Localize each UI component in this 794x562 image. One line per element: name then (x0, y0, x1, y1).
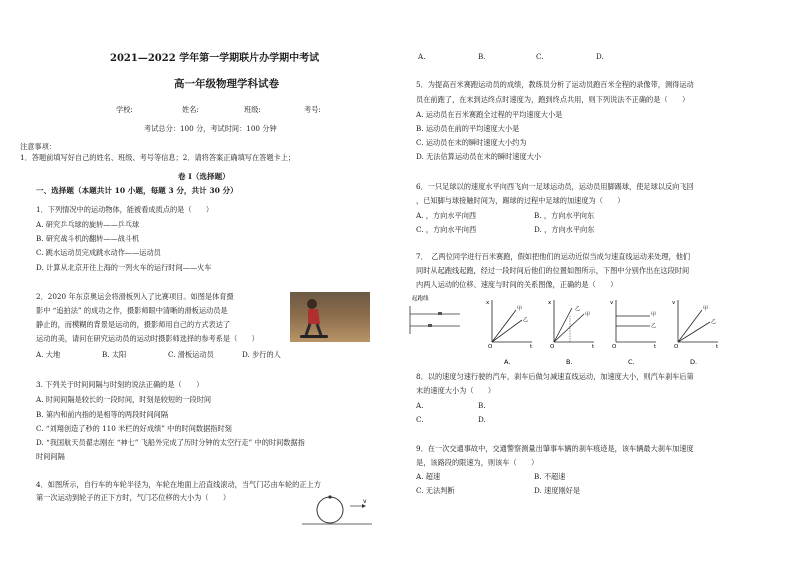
q2-option-c: C. 滑板运动员 (168, 350, 214, 359)
q9-line-1: 9．在一次交通事故中，交通警察测量出肇事车辆的刹车痕迹是，该车辆最大刹车加速度 (416, 444, 694, 453)
field-number: 考号: (304, 105, 321, 114)
q3-option-c: C. “刘翔创造了秒的 110 米栏的好成绩” 中的时间数据指时刻 (36, 424, 232, 433)
q4-option-c: C. (536, 52, 544, 61)
q7c-v-label: v (610, 300, 614, 306)
q7a-jia: 甲 (517, 306, 523, 312)
part1-title: 卷 I（选择题） (178, 172, 230, 181)
exam-info: 考试总分：100 分，考试时间：100 分钟 (144, 124, 277, 133)
q7b-yi: 乙 (575, 306, 581, 312)
q9-option-c: C. 无法判断 (416, 486, 455, 495)
q7c-yi: 乙 (651, 323, 657, 329)
q1-stem: 1．下列情况中的运动物体，能被看成质点的是（ ） (36, 205, 214, 214)
q7b-jia: 甲 (585, 312, 591, 318)
wheel-figure (300, 494, 378, 530)
notes-title: 注意事项： (20, 142, 56, 151)
exam-subtitle: 高一年级物理学科试卷 (174, 78, 279, 90)
q4-line-2: 第一次运动到轮子的正下方时，气门芯位移的大小为（ ） (36, 493, 231, 502)
q7-graph-a-label: A. (504, 358, 511, 366)
q5-option-c: C. 运动员在末的瞬时速度大小约为 (416, 138, 527, 147)
q6-line-2: ，已知脚与球接触时间为，踢球的过程中足球的加速度为（ ） (416, 196, 625, 205)
q3-option-d: D. “我国航天员翟志刚在 “神七” 飞船外完成了历时分钟的太空行走” 中的时间数据指 (36, 438, 305, 447)
q8-option-b: B. (478, 401, 486, 410)
q7b-t-label: t (592, 344, 595, 350)
q7-graph-b-label: B. (566, 358, 573, 366)
notes-text: 1．答题前填写好自己的姓名、班级、考号等信息；2．请将答案正确填写在答题卡上； (20, 153, 296, 162)
q6-line-1: 6．一只足球以的速度水平向西飞向一足球运动员，运动员用脚踢球，使足球以反向飞回 (416, 182, 694, 191)
field-school: 学校: (116, 105, 133, 114)
q2-line-2: 影中 “追拍法” 的成功之作，摄影师眼中清晰的滑板运动员是 (36, 306, 228, 315)
q7a-yi: 乙 (523, 317, 529, 323)
q1-option-a: A. 研究乒乓球的旋转——乒乓球 (36, 220, 140, 229)
section-title: 一、选择题（本题共计 10 小题，每题 3 分，共计 30 分） (36, 186, 238, 195)
q3-option-b: B. 第内和前内指的是相等的两段时间间隔 (36, 410, 169, 419)
q7-graph-c-label: C. (628, 358, 635, 366)
q2-line-1: 2．2020 年东京奥运会将滑板列入了比赛项目。如图是体育摄 (36, 292, 234, 301)
q7-line-1: 7． 乙两位同学进行百米赛跑，假如把他们的运动近似当成匀速直线运动来处理，他们 (416, 252, 691, 261)
q8-line-1: 8．以的速度匀速行驶的汽车，刹车后做匀减速直线运动，加速度大小，则汽车刹车后第 (416, 372, 694, 381)
field-name: 姓名: (182, 105, 199, 114)
q4-option-d: D. (596, 52, 604, 61)
exam-title: 2021—2022 学年第一学期联片办学期中考试 (110, 53, 320, 64)
q7-graph-d-label: D. (690, 358, 698, 366)
q6-option-a: A. ，方向水平向西 (416, 211, 477, 220)
q7a-t-label: t (530, 344, 533, 350)
q1-option-b: B. 研究战斗机的翻转——战斗机 (36, 234, 140, 243)
q8-option-d: D. (478, 415, 486, 424)
q6-option-c: C. ，方向水平向西 (416, 225, 477, 234)
wheel-velocity-label: v (363, 498, 367, 505)
q5-option-d: D. 无法估算运动员在末的瞬时速度大小 (416, 152, 542, 161)
q7b-origin: O (550, 344, 555, 350)
q7d-origin: O (674, 344, 679, 350)
q6-option-d: D. ，方向水平向东 (534, 225, 595, 234)
q7a-x-label: x (486, 300, 490, 306)
q9-option-d: D. 速度刚好是 (534, 486, 581, 495)
q7b-x-label: x (548, 300, 552, 306)
q7-line-3: 内两人运动的位移、速度与时间的关系图像，正确的是（ ） (416, 280, 618, 289)
q3-stem: 3. 下列关于时间间隔与时刻的说法正确的是（ ） (36, 380, 204, 389)
skateboard-photo (290, 292, 370, 342)
q2-option-b: B. 太阳 (102, 350, 127, 359)
q7c-origin: O (612, 344, 617, 350)
q9-line-2: 是，该路段的限速为，则该车（ ） (416, 458, 539, 467)
q8-option-a: A. (416, 401, 424, 410)
field-class: 班级: (244, 105, 261, 114)
q2-line-4: 运动的美，请问在研究运动员的运动时摄影师选择的参考系是（ ） (36, 334, 259, 343)
q7a-origin: O (488, 344, 493, 350)
q5-option-b: B. 运动员在前的平均速度大小是 (416, 124, 520, 133)
q7d-v-label: v (672, 300, 676, 306)
q8-line-2: 末的速度大小为（ ） (416, 386, 496, 395)
start-line-label: 起跑线 (412, 296, 429, 302)
q4-option-b: B. (478, 52, 486, 61)
skater-figure (290, 292, 370, 342)
q7c-jia: 甲 (651, 312, 657, 318)
q3-option-a: A. 时间间隔是较长的一段时间，时刻是较短的一段时间 (36, 395, 212, 404)
q7d-yi: 乙 (711, 319, 717, 325)
q7-line-2: 同时从起跑线起跑，经过一段时间后他们的位置如图所示，下图中分别作出在这段时间 (416, 266, 690, 275)
q1-option-c: C. 跳水运动员完成跳水动作——运动员 (36, 248, 161, 257)
q2-option-a: A. 大地 (36, 350, 61, 359)
q4-option-a: A. (418, 52, 426, 61)
q8-option-c: C. (416, 415, 424, 424)
q4-line-1: 4．如图所示，自行车的车轮半径为，车轮在地面上沿直线滚动，当气门芯由车轮的正上方 (36, 480, 321, 489)
q6-option-b: B. ，方向水平向东 (534, 211, 595, 220)
q5-option-a: A. 运动员在百米赛跑全过程的平均速度大小是 (416, 110, 563, 119)
q2-option-d: D. 步行的人 (242, 350, 281, 359)
q7-figures (406, 292, 738, 368)
q5-line-1: 5．为提高百米赛跑运动员的成绩，教练员分析了运动员跑百米全程的录像带，测得运动 (416, 80, 694, 89)
q2-line-3: 静止的，而模糊的背景是运动的，摄影师用自己的方式表达了 (36, 320, 231, 329)
q9-option-b: B. 不超速 (534, 472, 566, 481)
q7d-t-label: t (716, 344, 719, 350)
q5-line-2: 员在前跑了，在末到达终点时速度为，跑到终点共用，则下列说法不正确的是（ ） (416, 95, 690, 104)
q7d-jia: 甲 (703, 306, 709, 312)
q7c-t-label: t (654, 344, 657, 350)
q9-option-a: A. 超速 (416, 472, 441, 481)
q1-option-d: D. 计算从北京开往上海的一列火车的运行时间——火车 (36, 263, 212, 272)
q3-option-d-cont: 时间间隔 (36, 452, 65, 461)
